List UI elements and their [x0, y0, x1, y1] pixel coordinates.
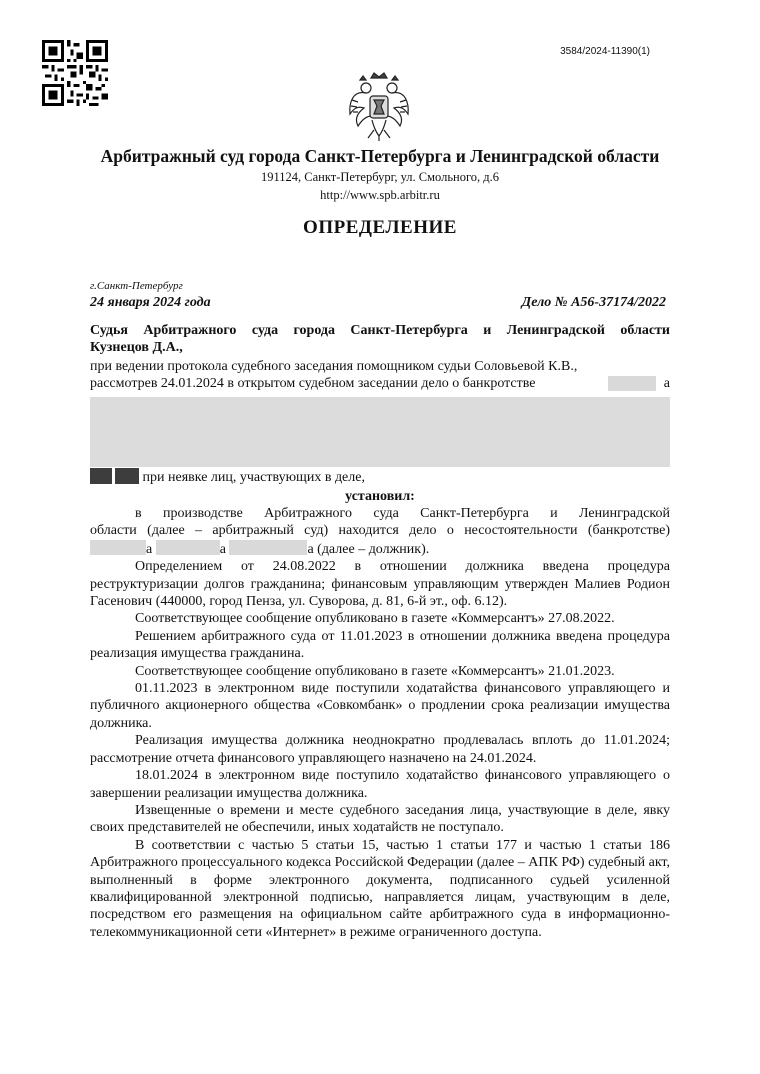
paragraph-7: Реализация имущества должника неоднократно продлевалась вплоть до 11.01.2024; рассмотрение отчета финансового управляющего назначено на 24.01.2024. [90, 733, 670, 766]
paragraph-1-c2: а [219, 541, 226, 557]
court-name: Арбитражный суд города Санкт-Петербурга и Ленинградской области [100, 146, 660, 166]
paragraph-8: 18.01.2024 в электронном виде поступило ходатайство финансового управляющего о завершении реализации имущества должника. [90, 768, 670, 801]
paragraph-5: Соответствующее сообщение опубликовано в газете «Коммерсантъ» 21.01.2023. [135, 663, 615, 679]
qr-code-icon [42, 40, 108, 106]
body-text [90, 505, 670, 941]
paragraph-6: 01.11.2023 в электронном виде поступили ходатайства финансового управляющего и публичного акционерного общества «Совкомбанк» о продлении срока реализации имущества должника. [90, 681, 670, 731]
judge-block [90, 322, 670, 357]
paragraph-1-c3: а (далее – должник). [307, 541, 430, 557]
established-heading: установил: [345, 489, 415, 504]
case-number: Дело № А56-37174/2022 [521, 295, 666, 310]
paragraph-1-c [90, 540, 670, 558]
redacted-mark [115, 468, 139, 484]
paragraph-9: Извещенные о времени и месте судебного заседания лица, участвующие в деле, явку своих представителей не обеспечили, иных ходатайств не поступало. [90, 802, 670, 836]
paragraph-1-a: в производстве Арбитражного суда Санкт-Петербурга и Ленинградской [135, 506, 670, 521]
intro-block [90, 358, 670, 393]
considered-tail: а [663, 376, 670, 392]
redacted-block [90, 397, 670, 467]
paragraph-1-b: области (далее – арбитражный суд) находится дело о несостоятельности (банкротстве) [90, 523, 670, 539]
judge-line-2: Кузнецов Д.А., [90, 340, 183, 356]
absence-text: при неявке лиц, участвующих в деле, [142, 470, 365, 485]
document-number: 3584/2024-11390(1) [560, 46, 650, 57]
considered-text: рассмотрев 24.01.2024 в открытом судебном заседании дело о банкротстве [90, 376, 536, 392]
document-date: 24 января 2024 года [90, 295, 211, 310]
paragraph-10: В соответствии с частью 5 статьи 15, частью 1 статьи 177 и частью 1 статьи 186 Арбитражного процессуального кодекса Российской Федерации (далее – АПК РФ) судебный акт, выполненный в форме электронного документа, подписанного судьей усиленной квалифицированной электронной подписью, направляется лицам, участвующим в деле, посредством его размещения на официальном сайте арбитражного суда в информационно-телекоммуникационной сети «Интернет» в режиме ограниченного доступа. [90, 837, 670, 940]
considered-line [90, 375, 670, 392]
city: г.Санкт-Петербург [90, 280, 183, 292]
court-address: 191124, Санкт-Петербург, ул. Смольного, д.6 [260, 170, 500, 184]
court-website: http://www.spb.arbitr.ru [320, 188, 440, 202]
redacted-name [156, 540, 220, 555]
redacted-name [608, 376, 656, 391]
paragraph-1-c1: а [146, 541, 153, 557]
court-address-block [0, 168, 760, 204]
absence-line [90, 468, 670, 486]
paragraph-4: Решением арбитражного суда от 11.01.2023 в отношении должника введена процедура реализация имущества гражданина. [90, 628, 670, 662]
paragraph-2: Определением от 24.08.2022 в отношении должника введена процедура реструктуризации долгов гражданина; финансовым управляющим утвержден Малиев Родион Гасенович (440000, город Пенза, ул. Суворова, д. 81, 6-й эт., оф. 6.12). [90, 559, 670, 610]
redacted-name [229, 540, 307, 555]
protocol-line: при ведении протокола судебного заседания помощником судьи Соловьевой К.В., [90, 359, 578, 374]
russian-coat-of-arms-icon [346, 70, 412, 142]
document-title: ОПРЕДЕЛЕНИЕ [303, 217, 457, 238]
redacted-name [90, 540, 146, 555]
judge-line-1: Судья Арбитражного суда города Санкт-Петербурга и Ленинградской области [90, 323, 670, 338]
redacted-mark [90, 468, 112, 484]
paragraph-3: Соответствующее сообщение опубликовано в газете «Коммерсантъ» 27.08.2022. [135, 611, 615, 627]
